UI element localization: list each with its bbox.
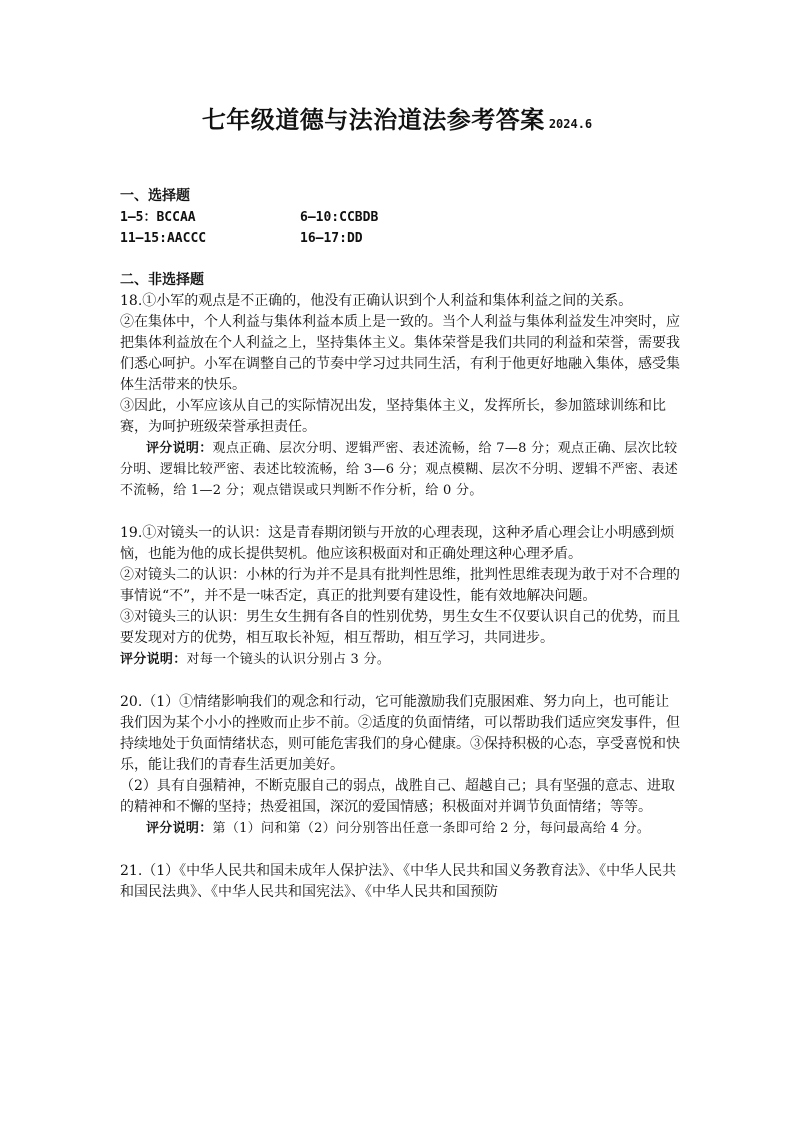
- scoring-note-text: 对每一个镜头的认识分别占 3 分。: [186, 652, 391, 667]
- scoring-note-text: 第（1）问和第（2）问分别答出任意一条即可给 2 分，每问最高给 4 分。: [212, 821, 651, 836]
- section-heading-choice: 一、选择题: [120, 188, 190, 204]
- mc-answer-1-5: 1—5：BCCAA: [120, 210, 196, 225]
- q20-paragraph: （2）具有自强精神，不断克服自己的弱点，战胜自己、超越自己；具有坚强的意志、进取的精神和不懈的坚持；热爱祖国，深沉的爱国情感；积极面对并调节负面情绪；等等。: [120, 778, 675, 815]
- mc-answer-6-10: 6—10:CCBDB: [300, 210, 379, 225]
- q19-scoring-note: [120, 649, 680, 670]
- q19-paragraph: 19.①对镜头一的认识：这是青春期闭锁与开放的心理表现，这种矛盾心理会让小明感到烦恼，也能为他的成长提供契机。他应该积极面对和正确处理这种心理矛盾。: [120, 525, 675, 562]
- mc-answer-11-15: 11—15:AACCC: [120, 231, 207, 246]
- scoring-note-text: 观点正确、层次分明、逻辑严密、表述流畅，给 7—8 分；观点正确、层次比较分明、逻辑比较严密、表述比较流畅，给 3—6 分；观点模糊、层次不分明、逻辑不严密、表述不流畅，给 1—2 分；观点错误或只判断不作分析，给 0 分。: [120, 441, 679, 498]
- scoring-note-label: 评分说明：: [146, 821, 213, 836]
- mc-answer-16-17: 16—17:DD: [300, 231, 363, 246]
- answer-content: [120, 186, 680, 903]
- mc-answer-row: [120, 228, 680, 249]
- q18-paragraph: ②在集体中，个人利益与集体利益本质上是一致的。当个人利益与集体利益发生冲突时，应把集体利益放在个人利益之上，坚持集体主义。集体荣誉是我们共同的利益和荣誉，需要我们悉心呵护。小军在调整自己的节奏中学习过共同生活，有利于他更好地融入集体，感受集体生活带来的快乐。: [120, 314, 680, 393]
- q21-paragraph: 21.（1）《中华人民共和国未成年人保护法》、《中华人民共和国义务教育法》、《中华人民共和国民法典》、《中华人民共和国宪法》、《中华人民共和国预防: [120, 863, 677, 900]
- scoring-note-label: 评分说明：: [120, 652, 187, 667]
- q18-scoring-note: [120, 438, 680, 501]
- mc-answer-row: [120, 207, 680, 228]
- title-row: [0, 100, 794, 135]
- q18-paragraph: 18.①小军的观点是不正确的，他没有正确认识到个人利益和集体利益之间的关系。: [120, 293, 633, 309]
- q20-scoring-note: [120, 818, 680, 839]
- q19-paragraph: ③对镜头三的认识：男生女生拥有各自的性别优势，男生女生不仅要认识自己的优势，而且要发现对方的优势，相互取长补短，相互帮助，相互学习，共同进步。: [120, 609, 680, 646]
- q19-paragraph: ②对镜头二的认识：小林的行为并不是具有批判性思维，批判性思维表现为敢于对不合理的事情说“不”，并不是一味否定，真正的批判要有建设性，能有效地解决问题。: [120, 567, 680, 604]
- page-title: 七年级道德与法治道法参考答案: [201, 105, 545, 134]
- q18-paragraph: ③因此，小军应该从自己的实际情况出发，坚持集体主义，发挥所长，参加篮球训练和比赛，为呵护班级荣誉承担责任。: [120, 398, 666, 435]
- scoring-note-label: 评分说明：: [146, 441, 213, 456]
- section-heading-nonchoice: 二、非选择题: [120, 272, 204, 288]
- q20-paragraph: 20.（1）①情绪影响我们的观念和行动，它可能激励我们克服困难、努力向上，也可能让我们因为某个小小的挫败而止步不前。②适度的负面情绪，可以帮助我们适应突发事件，但持续地处于负面情绪状态，则可能危害我们的身心健康。③保持积极的心态，享受喜悦和快乐，能让我们的青春生活更加美好。: [120, 694, 680, 773]
- page-date: 2024.6: [548, 117, 593, 131]
